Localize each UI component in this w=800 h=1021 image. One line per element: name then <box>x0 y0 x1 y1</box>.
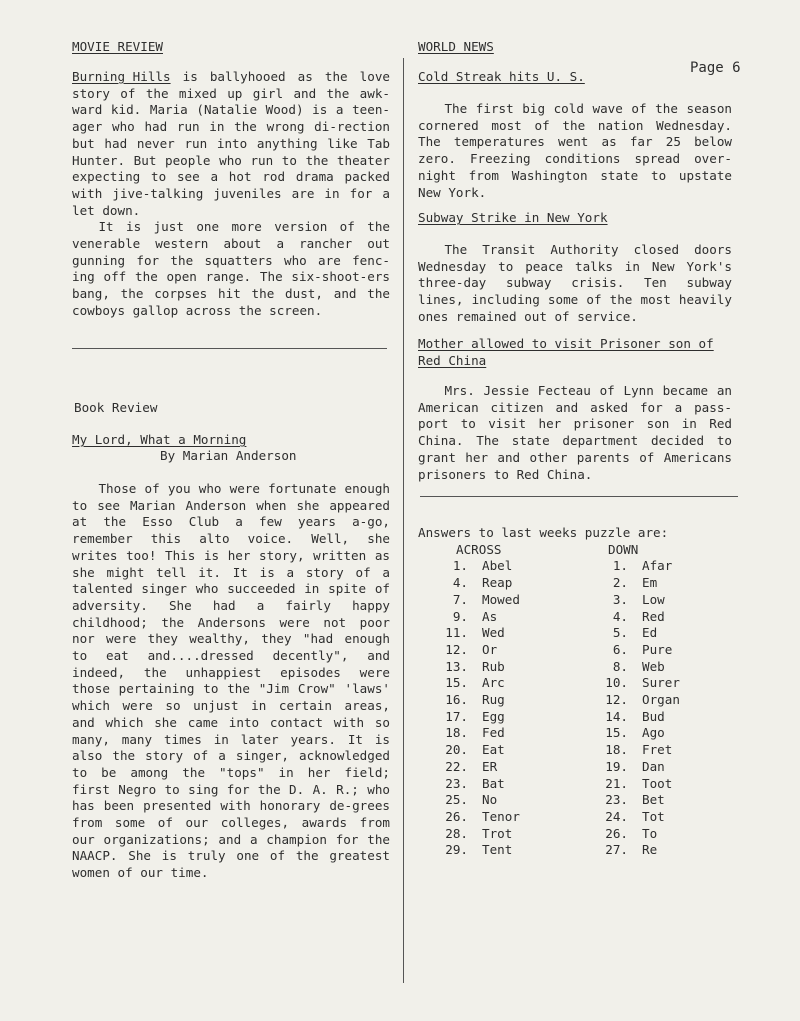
down-answer-row <box>578 659 738 676</box>
down-answer-row <box>578 675 738 692</box>
down-answer-word: Dan <box>642 758 665 774</box>
across-answer-row <box>418 575 578 592</box>
movie-review-paragraph-2: It is just one more version of the venerable western about a rancher out gunning for the squatters who are fenc-ing off the open range. The six-shoot-ers bang, the corpses hit the dust, and the cowboys gallop across the screen. <box>72 219 390 318</box>
down-clue-number: 6. <box>612 641 628 657</box>
across-answer-word: As <box>482 608 498 624</box>
down-clue-number: 1. <box>612 558 628 574</box>
across-clue-number: 23. <box>445 775 468 791</box>
across-answer-row <box>418 776 578 793</box>
down-answer-row <box>578 826 738 843</box>
across-answer-row <box>418 659 578 676</box>
down-answer-word: Ago <box>642 725 665 741</box>
news-headline-1: Cold Streak hits U. S. <box>418 69 585 84</box>
down-answer-row <box>578 692 738 709</box>
across-answer-word: Rub <box>482 658 505 674</box>
news-headline-3: Mother allowed to visit Prisoner son of Red China <box>418 336 714 368</box>
down-clue-number: 4. <box>612 608 628 624</box>
across-clue-number: 22. <box>445 758 468 774</box>
across-clue-number: 13. <box>445 658 468 674</box>
across-answer-word: Tent <box>482 842 513 858</box>
across-answer-word: Reap <box>482 575 513 591</box>
across-answer-row <box>418 826 578 843</box>
across-answer-word: Mowed <box>482 591 520 607</box>
across-answer-row <box>418 742 578 759</box>
down-column <box>578 542 738 859</box>
news-body-3: Mrs. Jessie Fecteau of Lynn became an American citizen and asked for a pass-port to visit her prisoner son in Red China. The state department decided to grant her and other parents of Americans prisoners to Red China. <box>418 383 732 482</box>
news-body-1: The first big cold wave of the season cornered most of the nation Wednesday. The temperatures went as far 25 below zero. Freezing conditions spread over-night from Washington state to upstate New York. <box>418 101 732 200</box>
across-answer-word: Wed <box>482 625 505 641</box>
across-list <box>418 558 578 859</box>
puzzle-answers <box>418 525 736 859</box>
down-answer-row <box>578 609 738 626</box>
across-clue-number: 1. <box>452 558 468 574</box>
down-answer-row <box>578 776 738 793</box>
down-answer-word: Web <box>642 658 665 674</box>
down-clue-number: 14. <box>605 708 628 724</box>
down-answer-word: Afar <box>642 558 673 574</box>
across-clue-number: 15. <box>445 675 468 691</box>
across-answer-word: Bat <box>482 775 505 791</box>
down-answer-row <box>578 558 738 575</box>
across-answer-word: Egg <box>482 708 505 724</box>
across-answer-word: ER <box>482 758 498 774</box>
across-clue-number: 26. <box>445 808 468 824</box>
down-answer-row <box>578 625 738 642</box>
down-clue-number: 10. <box>605 675 628 691</box>
across-answer-word: Eat <box>482 742 505 758</box>
down-clue-number: 12. <box>605 692 628 708</box>
down-answer-word: Em <box>642 575 658 591</box>
across-clue-number: 28. <box>445 825 468 841</box>
down-answer-row <box>578 759 738 776</box>
world-news-heading: WORLD NEWS <box>418 39 494 54</box>
movie-review-article <box>72 69 390 320</box>
page-number: Page 6 <box>690 60 741 76</box>
across-answer-row <box>418 675 578 692</box>
book-review-heading: Book Review <box>74 400 158 415</box>
down-answer-word: Organ <box>642 692 680 708</box>
book-title: My Lord, What a Morning <box>72 432 247 447</box>
down-answer-row <box>578 592 738 609</box>
down-answer-word: Pure <box>642 641 673 657</box>
down-answer-row <box>578 709 738 726</box>
across-clue-number: 9. <box>452 608 468 624</box>
across-label: ACROSS <box>456 541 502 557</box>
across-clue-number: 4. <box>452 575 468 591</box>
down-answer-word: Red <box>642 608 665 624</box>
movie-review-divider <box>72 348 387 349</box>
across-answer-word: Abel <box>482 558 513 574</box>
news-body-2: The Transit Authority closed doors Wednesday to peace talks in New York's three-day subway crisis. Ten subway lines, including some of the most heavily ones remained out of service. <box>418 242 732 324</box>
across-clue-number: 20. <box>445 742 468 758</box>
down-answer-row <box>578 842 738 859</box>
down-clue-number: 24. <box>605 808 628 824</box>
across-answer-row <box>418 609 578 626</box>
news-divider <box>420 496 738 497</box>
down-clue-number: 21. <box>605 775 628 791</box>
movie-review-heading: MOVIE REVIEW <box>72 39 163 54</box>
down-clue-number: 5. <box>612 625 628 641</box>
across-answer-row <box>418 592 578 609</box>
across-clue-number: 7. <box>452 591 468 607</box>
down-clue-number: 18. <box>605 742 628 758</box>
down-clue-number: 3. <box>612 591 628 607</box>
down-answer-word: Bet <box>642 792 665 808</box>
down-answer-word: Fret <box>642 742 673 758</box>
down-answer-row <box>578 792 738 809</box>
across-answer-row <box>418 792 578 809</box>
down-clue-number: 27. <box>605 842 628 858</box>
column-divider <box>403 58 404 983</box>
across-answer-word: Trot <box>482 825 513 841</box>
across-answer-word: Or <box>482 641 498 657</box>
across-answer-row <box>418 725 578 742</box>
across-answer-row <box>418 558 578 575</box>
across-clue-number: 17. <box>445 708 468 724</box>
book-review-body: Those of you who were fortunate enough to see Marian Anderson when she appeared at the Esso Club a few years a-go, remember this alto voice. Well, she writes too! This is her story, written as she might tell it. It is a story of a talented singer who succeeded in spite of adversity. She had a fairly happy childhood; the Andersons were not poor nor were they wealthy, they "had enough to eat and....dressed decently", and indeed, the unhappiest episodes were those pertaining to the "Jim Crow" 'laws' which were so unjust in certain areas, and which she came into contact with so many, many times in later years. It is also the story of a singer, acknowledged to be among the "tops" in her field; first Negro to sing for the D. A. R.; who has been presented with honorary de-grees from some of our colleges, awards from our organizations; and a champion for the NAACP. She is truly one of the greatest women of our time. <box>72 481 390 881</box>
across-answer-word: Fed <box>482 725 505 741</box>
down-answer-row <box>578 575 738 592</box>
down-answer-word: Toot <box>642 775 673 791</box>
across-answer-row <box>418 709 578 726</box>
movie-title: Burning Hills <box>72 69 171 84</box>
down-answer-word: Surer <box>642 675 680 691</box>
across-column <box>418 542 578 859</box>
across-answer-word: No <box>482 792 498 808</box>
down-clue-number: 23. <box>605 792 628 808</box>
across-answer-row <box>418 625 578 642</box>
across-clue-number: 11. <box>445 625 468 641</box>
movie-review-text-1: is ballyhooed as the love story of the mixed up girl and the awk-ward kid. Maria (Natalie Wood) is a teen-ager who had run in the wrong di-rection but had never run into anything like Tab Hunter. But people who run to the theater expecting to see a hot rod drama packed with jive-talking juveniles are in for a let down. <box>72 69 390 218</box>
down-list <box>578 558 738 859</box>
across-clue-number: 18. <box>445 725 468 741</box>
down-answer-word: To <box>642 825 658 841</box>
down-clue-number: 8. <box>612 658 628 674</box>
down-answer-word: Low <box>642 591 665 607</box>
across-clue-number: 16. <box>445 692 468 708</box>
puzzle-answers-title: Answers to last weeks puzzle are: <box>418 525 669 540</box>
news-headline-2: Subway Strike in New York <box>418 210 608 225</box>
down-answer-word: Ed <box>642 625 658 641</box>
movie-review-paragraph-1 <box>72 69 390 219</box>
down-clue-number: 19. <box>605 758 628 774</box>
across-answer-row <box>418 842 578 859</box>
down-answer-row <box>578 742 738 759</box>
down-answer-row <box>578 725 738 742</box>
across-answer-word: Rug <box>482 692 505 708</box>
down-answer-word: Bud <box>642 708 665 724</box>
across-answer-row <box>418 809 578 826</box>
across-clue-number: 25. <box>445 792 468 808</box>
down-answer-row <box>578 809 738 826</box>
across-answer-row <box>418 642 578 659</box>
across-clue-number: 12. <box>445 641 468 657</box>
down-answer-word: Tot <box>642 808 665 824</box>
across-answer-row <box>418 759 578 776</box>
down-label: DOWN <box>608 541 639 557</box>
book-byline: By Marian Anderson <box>160 448 297 463</box>
down-clue-number: 15. <box>605 725 628 741</box>
down-clue-number: 26. <box>605 825 628 841</box>
across-answer-word: Arc <box>482 675 505 691</box>
across-clue-number: 29. <box>445 842 468 858</box>
down-clue-number: 2. <box>612 575 628 591</box>
across-answer-word: Tenor <box>482 808 520 824</box>
down-answer-word: Re <box>642 842 658 858</box>
down-answer-row <box>578 642 738 659</box>
across-answer-row <box>418 692 578 709</box>
